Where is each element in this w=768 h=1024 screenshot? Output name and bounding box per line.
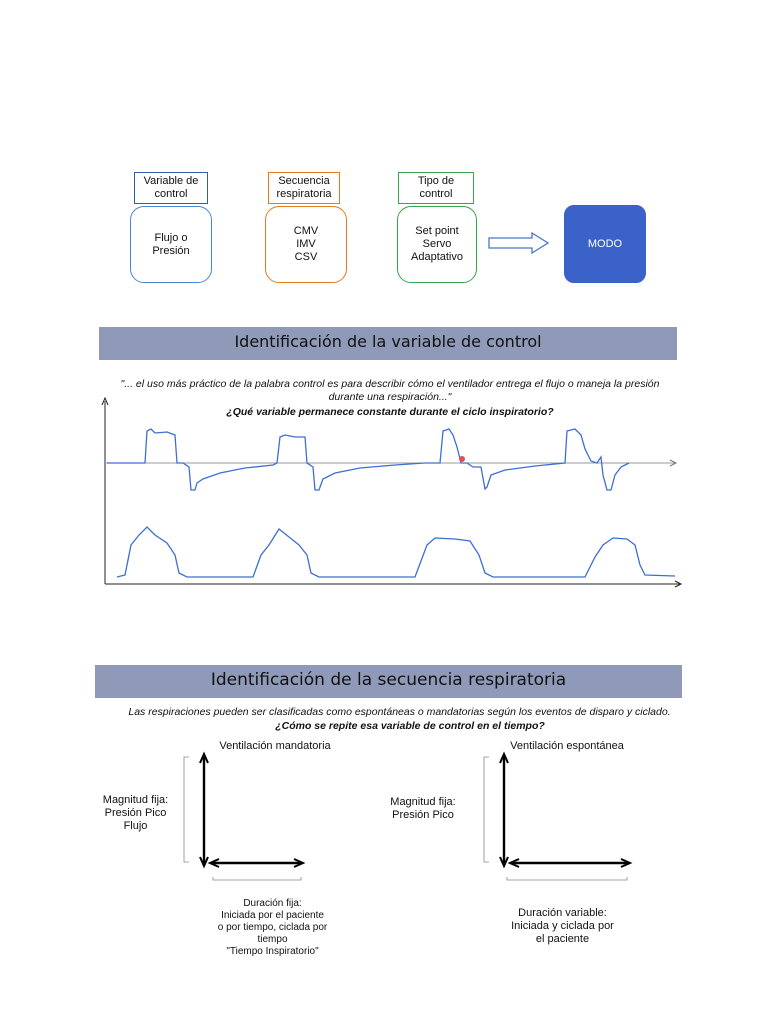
box-set-point-servo: Set point Servo Adaptativo <box>397 206 477 283</box>
box-flujo-presion: Flujo o Presión <box>130 206 212 283</box>
section2-question: ¿Cómo se repite esa variable de control en el tiempo? <box>275 720 545 732</box>
section2-text: Las respiraciones pueden ser clasificadas como espontáneas o mandatorias según los eventos de disparo y ciclado. <box>128 706 671 718</box>
section1-title: Identificación de la variable de control <box>99 327 677 360</box>
arrow-to-modo <box>488 232 552 254</box>
flow-waveform <box>107 429 629 490</box>
section2-title: Identificación de la secuencia respiratoria <box>95 665 682 698</box>
right-magnitude-label: Magnitud fija: Presión Pico <box>390 796 456 821</box>
left-graph-title: Ventilación mandatoria <box>219 740 331 752</box>
header-tipo-control: Tipo de control <box>398 172 474 204</box>
waveform-chart <box>95 395 685 590</box>
pressure-waveform <box>117 527 675 577</box>
box-cmv-imv-csv: CMV IMV CSV <box>265 206 347 283</box>
header-variable-control: Variable de control <box>134 172 208 204</box>
left-duration-label: Duración fija: Iniciada por el paciente o por tiempo, ciclada por tiempo "Tiempo Inspiratorio" <box>217 898 328 957</box>
right-axes <box>480 745 635 885</box>
left-axes <box>180 745 305 885</box>
section1-question: ¿Qué variable permanece constante durante el ciclo inspiratorio? <box>226 406 554 418</box>
right-duration-label: Duración variable: Iniciada y ciclada por el paciente <box>511 907 614 945</box>
right-graph-title: Ventilación espontánea <box>510 740 624 752</box>
header-secuencia-respiratoria: Secuencia respiratoria <box>268 172 340 204</box>
left-magnitude-label: Magnitud fija: Presión Pico Flujo <box>102 794 169 832</box>
section1-quote: "... el uso más práctico de la palabra control es para describir cómo el ventilador entrega el flujo o maneja la presión durante una respiración..." <box>120 378 660 403</box>
box-modo: MODO <box>564 205 646 283</box>
